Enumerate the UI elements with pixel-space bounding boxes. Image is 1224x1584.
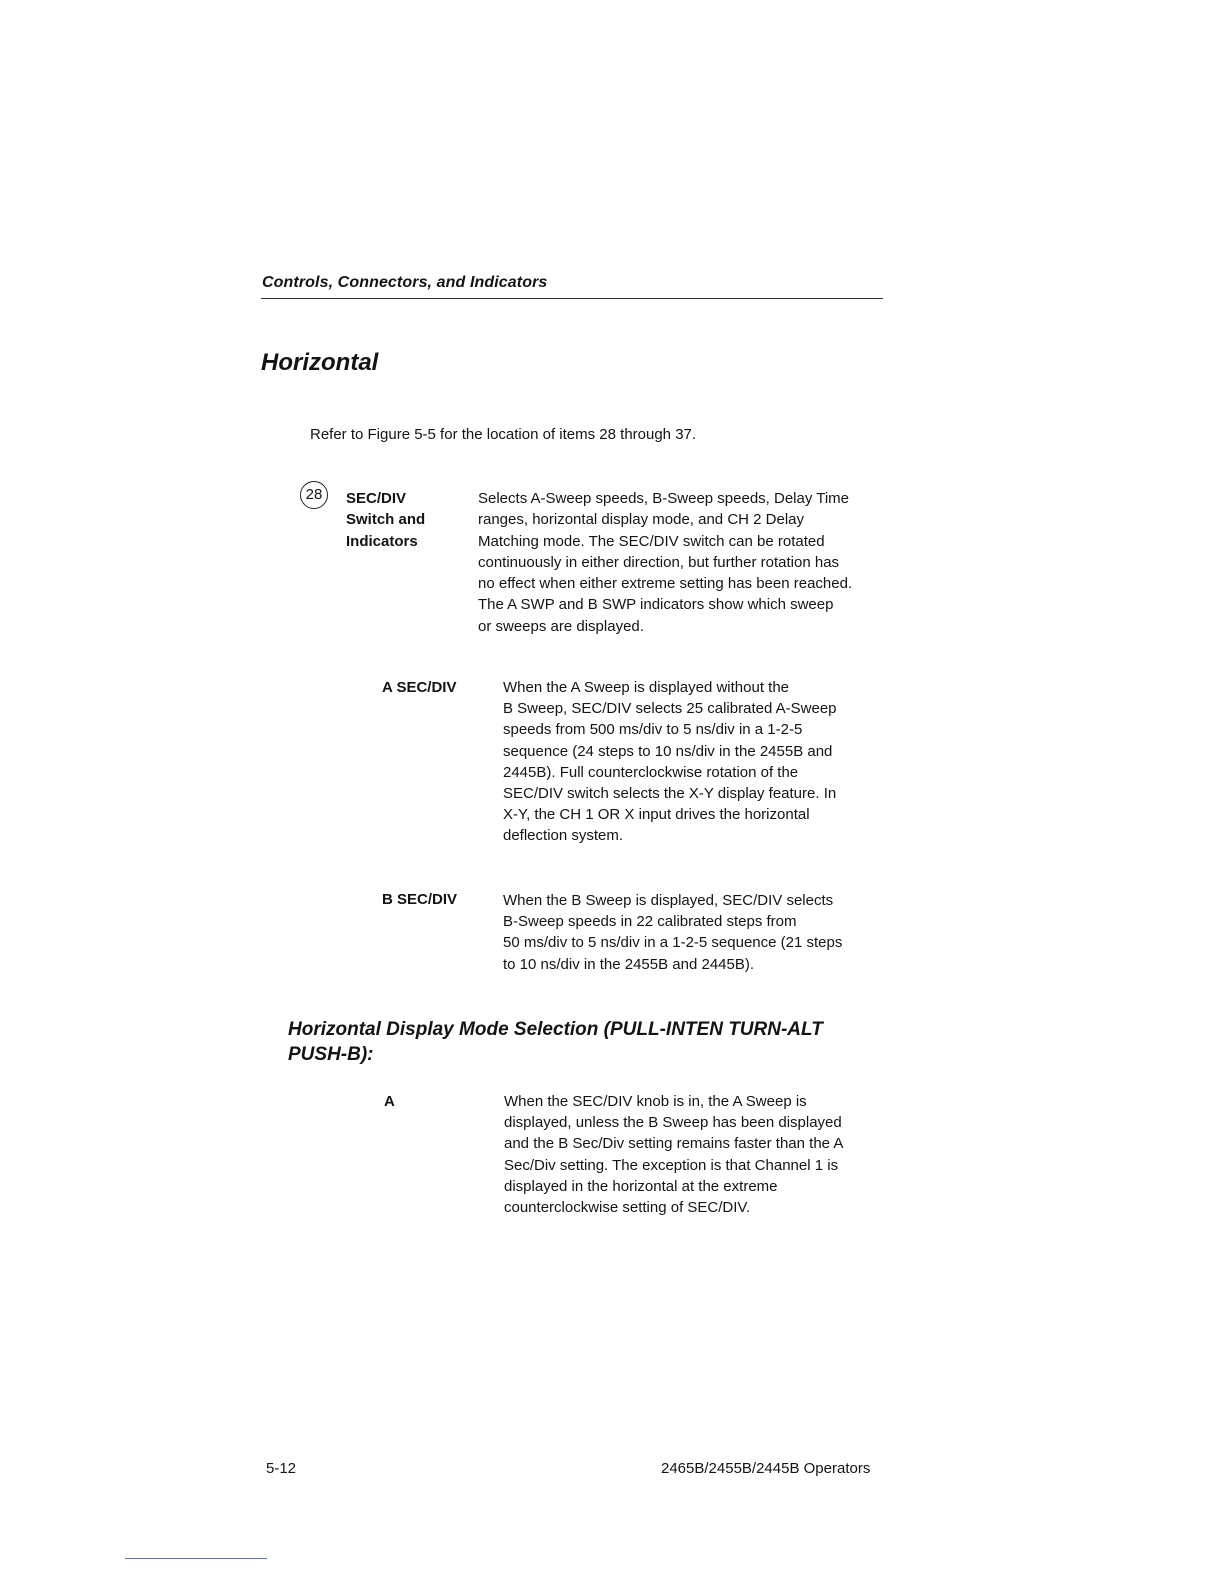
item-description-line: or sweeps are displayed. [478, 617, 644, 635]
header-rule [261, 298, 883, 299]
subitem-line: B Sweep, SEC/DIV selects 25 calibrated A-Sweep [503, 700, 837, 718]
subitem-line: 50 ms/div to 5 ns/div in a 1-2-5 sequence (21 steps [503, 934, 843, 952]
subitem-line: 2445B). Full counterclockwise rotation of the [503, 763, 799, 781]
item-label [346, 488, 425, 552]
item-description-line: The A SWP and B SWP indicators show which sweep [478, 596, 834, 614]
item-number-badge: 28 [300, 481, 328, 509]
item-description-line: continuously in either direction, but further rotation has [478, 553, 840, 571]
item-label-line: SEC/DIV [346, 490, 407, 507]
mode-line: Sec/Div setting. The exception is that Channel 1 is [504, 1156, 839, 1174]
page-title: Horizontal [261, 349, 379, 376]
footer-manual-title: 2465B/2455B/2445B Operators [661, 1460, 871, 1477]
subitem-line: speeds from 500 ms/div to 5 ns/div in a 1-2-5 [503, 721, 803, 739]
subitem-text-b-secdiv [503, 890, 842, 975]
subitem-line: SEC/DIV switch selects the X-Y display feature. In [503, 785, 837, 803]
mode-line: and the B Sec/Div setting remains faster than the A [504, 1135, 844, 1153]
mode-label-a: A [384, 1093, 395, 1110]
subitem-line: sequence (24 steps to 10 ns/div in the 2455B and [503, 742, 833, 760]
item-description-line: Selects A-Sweep speeds, B-Sweep speeds, Delay Time [478, 490, 850, 507]
subheading-line: Horizontal Display Mode Selection (PULL-INTEN TURN-ALT [288, 1019, 823, 1040]
subitem-text-a-secdiv [503, 677, 837, 847]
subheading [288, 1017, 823, 1067]
subitem-line: X-Y, the CH 1 OR X input drives the horizontal [503, 806, 810, 824]
subitem-line: When the A Sweep is displayed without the [503, 679, 790, 696]
subitem-line: deflection system. [503, 827, 624, 845]
mode-line: When the SEC/DIV knob is in, the A Sweep is [504, 1093, 807, 1110]
item-label-line: Switch and [346, 511, 426, 529]
mode-line: displayed in the horizontal at the extreme [504, 1177, 778, 1195]
subheading-line: PUSH-B): [288, 1044, 374, 1065]
item-description-line: no effect when either extreme setting has been reached. [478, 575, 853, 593]
subitem-line: When the B Sweep is displayed, SEC/DIV selects [503, 892, 834, 909]
item-label-line: Indicators [346, 532, 418, 550]
subitem-line: B-Sweep speeds in 22 calibrated steps from [503, 913, 797, 931]
footer-page-number: 5-12 [266, 1460, 297, 1477]
mode-text-a [504, 1091, 843, 1218]
item-description-line: ranges, horizontal display mode, and CH 2 Delay [478, 511, 805, 529]
mode-line: counterclockwise setting of SEC/DIV. [504, 1199, 751, 1217]
subitem-label-a-secdiv: A SEC/DIV [382, 679, 457, 696]
subitem-line: to 10 ns/div in the 2455B and 2445B). [503, 955, 755, 973]
section-header: Controls, Connectors, and Indicators [262, 274, 548, 291]
mode-line: displayed, unless the B Sweep has been displayed [504, 1114, 842, 1132]
item-description [478, 488, 852, 637]
subitem-label-b-secdiv: B SEC/DIV [382, 891, 458, 908]
item-description-line: Matching mode. The SEC/DIV switch can be rotated [478, 532, 825, 550]
bottom-rule [125, 1558, 267, 1559]
intro-text: Refer to Figure 5-5 for the location of items 28 through 37. [310, 426, 697, 443]
